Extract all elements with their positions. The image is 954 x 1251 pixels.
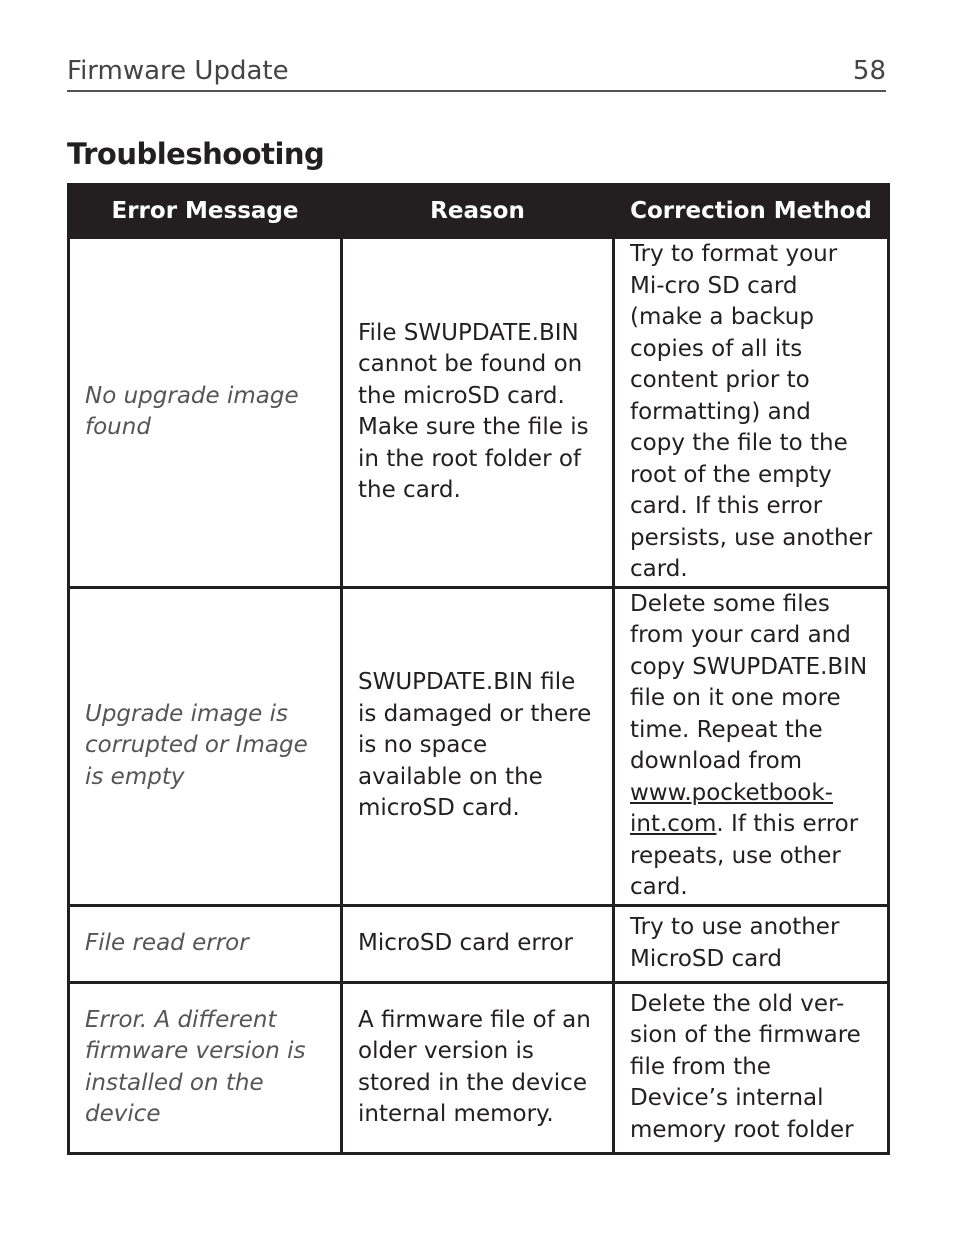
pocketbook-website-link[interactable]: www.pocketbook-int.com	[630, 779, 833, 837]
correction-cell: Try to use another MicroSD card	[614, 905, 889, 982]
reason-cell: A firmware file of an older version is stored in the device internal memory.	[342, 982, 614, 1153]
correction-cell: Delete the old ver-sion of the firmware file from the Device’s internal memory root folder	[614, 982, 889, 1153]
table-row	[69, 587, 889, 905]
header-title: Firmware Update	[67, 56, 289, 86]
table-header-row	[69, 185, 889, 238]
table-row	[69, 238, 889, 588]
page-number: 58	[852, 56, 886, 86]
reason-cell: File SWUPDATE.BIN cannot be found on the microSD card. Make sure the file is in the root folder of the card.	[342, 238, 614, 588]
page-header	[67, 52, 886, 92]
error-message-cell: Upgrade image is corrupted or Image is empty	[69, 587, 342, 905]
column-header-reason: Reason	[342, 185, 614, 238]
column-header-correction-method: Correction Method	[614, 185, 889, 238]
correction-cell: Try to format your Mi-cro SD card (make a backup copies of all its content prior to formatting) and copy the file to the root of the empty card. If this error persists, use another card.	[614, 238, 889, 588]
table-row	[69, 982, 889, 1153]
section-title: Troubleshooting	[67, 137, 325, 171]
table-row	[69, 905, 889, 982]
troubleshooting-table	[67, 183, 890, 1155]
column-header-error-message: Error Message	[69, 185, 342, 238]
error-message-cell: Error. A different firmware version is installed on the device	[69, 982, 342, 1153]
reason-cell: SWUPDATE.BIN file is damaged or there is no space available on the microSD card.	[342, 587, 614, 905]
error-message-cell: File read error	[69, 905, 342, 982]
correction-text: Delete some files from your card and copy SWUPDATE.BIN file on it one more time. Repeat the download from	[630, 590, 868, 774]
error-message-cell: No upgrade image found	[69, 238, 342, 588]
correction-cell	[614, 587, 889, 905]
correction-text: . If this error repeats, use other card.	[630, 811, 859, 900]
reason-cell: MicroSD card error	[342, 905, 614, 982]
